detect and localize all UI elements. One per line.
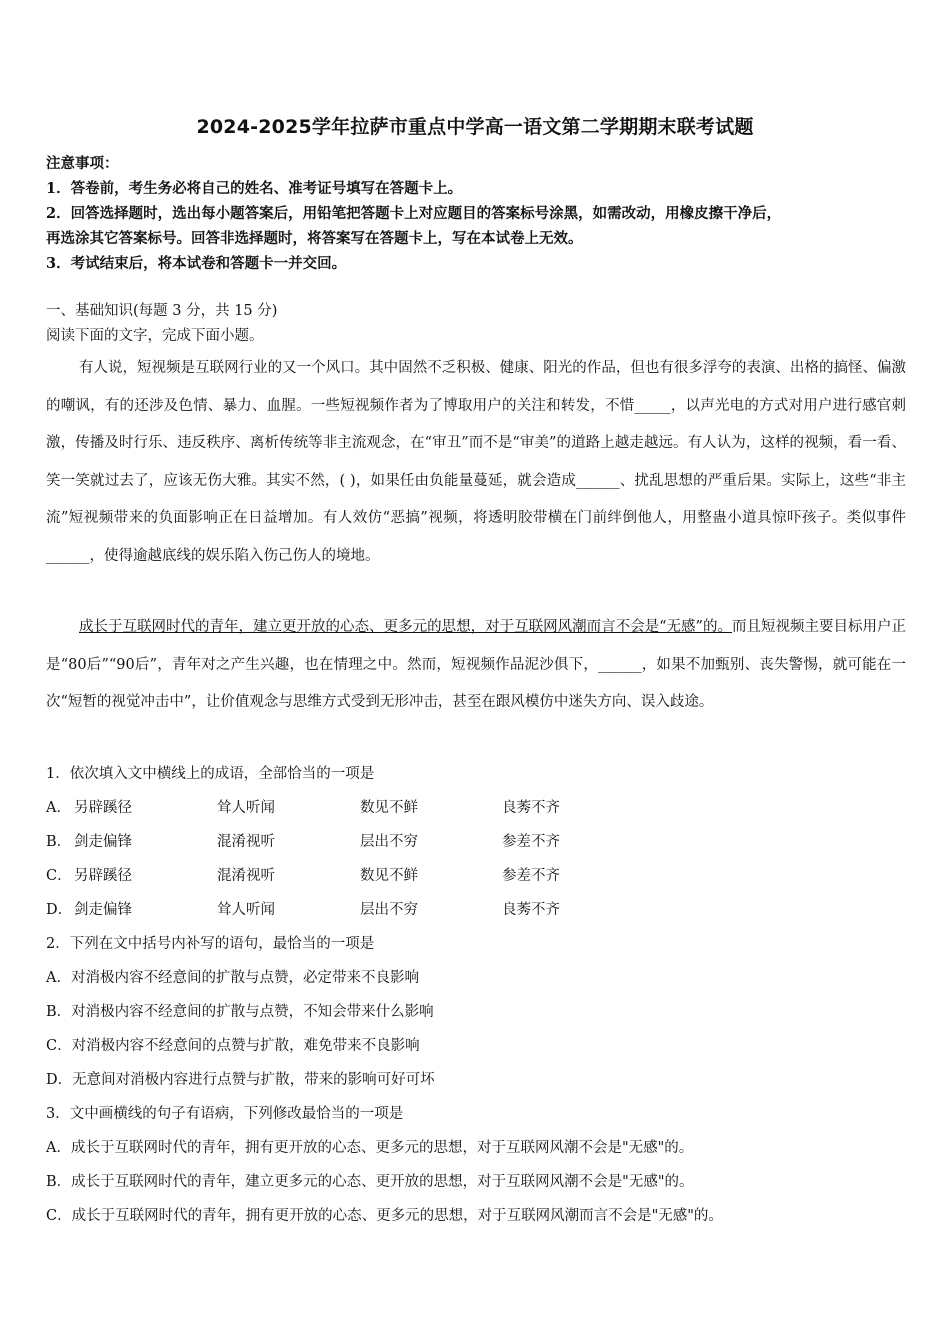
q1-option-b	[46, 830, 916, 851]
q2-option-d: D．无意间对消极内容进行点赞与扩散，带来的影响可好可坏	[46, 1072, 435, 1088]
option-word: 良莠不齐	[502, 800, 560, 816]
option-word: 参差不齐	[502, 834, 560, 850]
option-label: B．	[46, 834, 72, 850]
q2-option-c: C．对消极内容不经意间的点赞与扩散，难免带来不良影响	[46, 1038, 420, 1054]
notice-heading: 注意事项：	[46, 155, 119, 172]
option-label: C．	[46, 868, 72, 884]
option-word: 剑走偏锋	[74, 902, 132, 918]
question-1-stem: 1．依次填入文中横线上的成语，全部恰当的一项是	[46, 766, 375, 782]
section-heading: 一、基础知识(每题 3 分，共 15 分)	[46, 303, 278, 319]
q3-option-c: C．成长于互联网时代的青年，拥有更开放的心态、更多元的思想，对于互联网风潮而言不会是"无感"的。	[46, 1208, 723, 1224]
passage-paragraph-2	[46, 609, 906, 722]
option-word: 参差不齐	[502, 868, 560, 884]
option-label: A．	[46, 800, 71, 816]
q3-option-a: A．成长于互联网时代的青年，拥有更开放的心态、更多元的思想，对于互联网风潮不会是"无感"的。	[46, 1140, 694, 1156]
option-word: 层出不穷	[360, 834, 418, 850]
option-word: 层出不穷	[360, 902, 418, 918]
q1-option-d	[46, 898, 916, 919]
option-label: D．	[46, 902, 73, 918]
option-word: 耸人听闻	[217, 902, 275, 918]
question-2-stem: 2．下列在文中括号内补写的语句，最恰当的一项是	[46, 936, 375, 952]
page-title: 2024-2025学年拉萨市重点中学高一语文第二学期期末联考试题	[196, 116, 754, 138]
underlined-sentence: 成长于互联网时代的青年，建立更开放的心态、更多元的思想，对于互联网风潮而言不会是“无感”的。	[79, 619, 732, 635]
notice-block	[46, 151, 906, 276]
option-word: 良莠不齐	[502, 902, 560, 918]
notice-item: 3．考试结束后，将本试卷和答题卡一并交回。	[46, 255, 347, 272]
q1-option-a	[46, 796, 916, 817]
option-word: 混淆视听	[217, 868, 275, 884]
paragraph-2-rest: 而且短视频主要目标用户正是“80后”“90后”，青年对之产生兴趣，也在情理之中。然而，短视频作品泥沙俱下，______，如果不加甄别、丧失警惕，就可能在一次“短暂的视觉冲击中”，让价值观念与思维方式受到无形冲击，甚至在跟风模仿中迷失方向、误入歧途。	[46, 619, 907, 711]
passage-paragraph-1: 有人说，短视频是互联网行业的又一个风口。其中固然不乏积极、健康、阳光的作品，但也有很多浮夸的表演、出格的搞怪、偏激的嘲讽，有的还涉及色情、暴力、血腥。一些短视频作者为了博取用户的关注和转发，不惜_____，以声光电的方式对用户进行感官刺激，传播及时行乐、违反秩序、离析传统等非主流观念，在“审丑”而不是“审美”的道路上越走越远。有人认为，这样的视频，看一看、笑一笑就过去了，应该无伤大雅。其实不然，( )，如果任由负能量蔓延，就会造成______、扰乱思想的严重后果。实际上，这些“非主流”短视频带来的负面影响正在日益增加。有人效仿“恶搞”视频，将透明胶带横在门前绊倒他人，用整蛊小道具惊吓孩子。类似事件______，使得逾越底线的娱乐陷入伤己伤人的境地。	[46, 360, 906, 564]
notice-item: 2．回答选择题时，选出每小题答案后，用铅笔把答题卡上对应题目的答案标号涂黑，如需改动，用橡皮擦干净后，	[46, 205, 782, 222]
q2-option-b: B．对消极内容不经意间的扩散与点赞，不知会带来什么影响	[46, 1004, 434, 1020]
notice-item: 1．答卷前，考生务必将自己的姓名、准考证号填写在答题卡上。	[46, 180, 463, 197]
option-word: 另辟蹊径	[74, 868, 132, 884]
question-3-stem: 3．文中画横线的句子有语病，下列修改最恰当的一项是	[46, 1106, 404, 1122]
q3-option-b: B．成长于互联网时代的青年，建立更多元的心态、更开放的思想，对于互联网风潮不会是"无感"的。	[46, 1174, 694, 1190]
option-word: 剑走偏锋	[74, 834, 132, 850]
option-word: 混淆视听	[217, 834, 275, 850]
option-word: 数见不鲜	[360, 868, 418, 884]
q1-option-c	[46, 864, 916, 885]
option-word: 另辟蹊径	[74, 800, 132, 816]
option-word: 耸人听闻	[217, 800, 275, 816]
option-word: 数见不鲜	[360, 800, 418, 816]
q2-option-a: A．对消极内容不经意间的扩散与点赞，必定带来不良影响	[46, 970, 419, 986]
section-instruction: 阅读下面的文字，完成下面小题。	[46, 328, 264, 344]
notice-item: 再选涂其它答案标号。回答非选择题时，将答案写在答题卡上，写在本试卷上无效。	[46, 230, 583, 247]
